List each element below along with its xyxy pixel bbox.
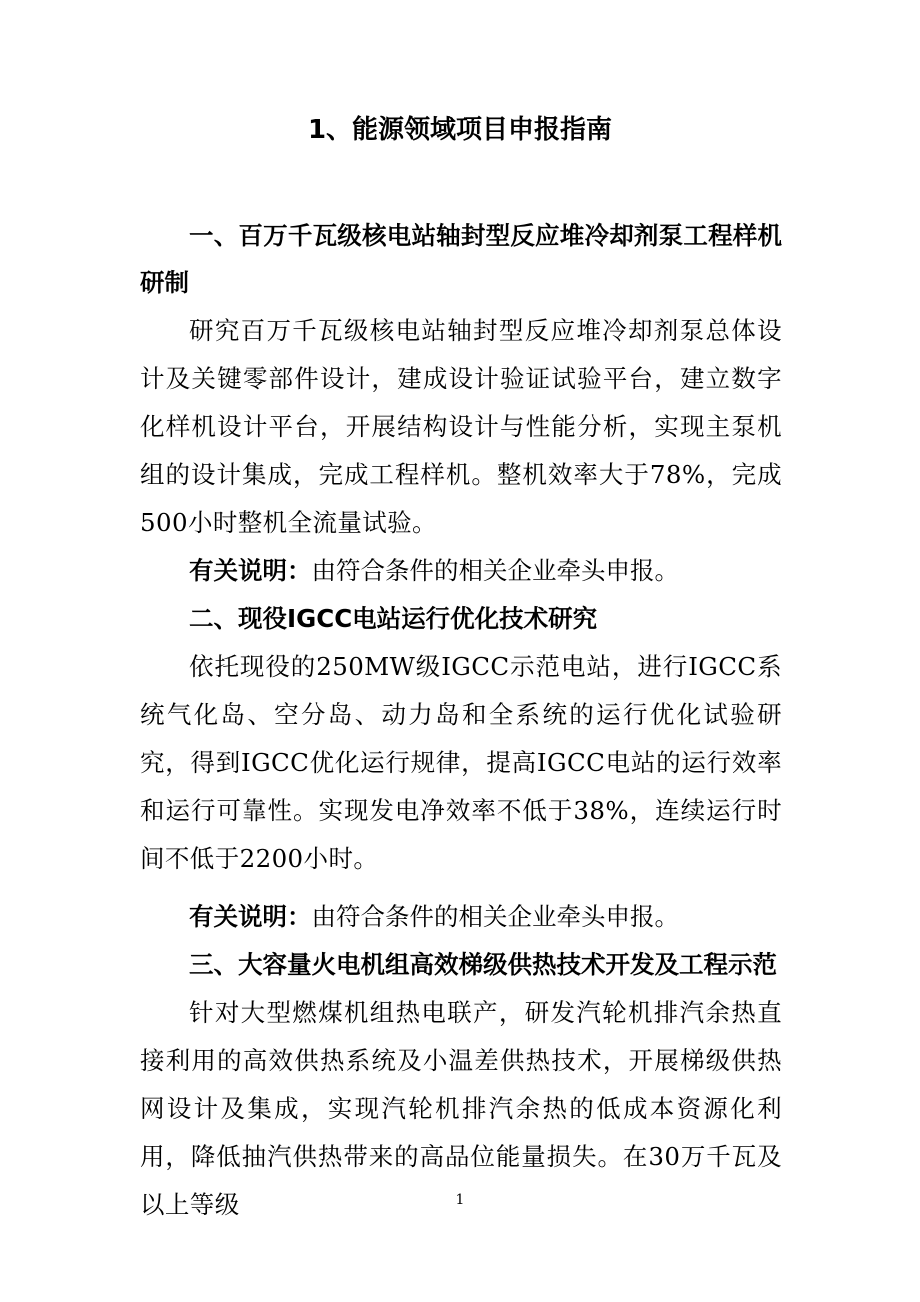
section-2-heading: 二、现役IGCC电站运行优化技术研究 [189, 604, 598, 633]
page-number: 1 [455, 1192, 465, 1208]
section-2-note-label: 有关说明： [189, 902, 312, 931]
section-1-note-text: 由符合条件的相关企业牵头申报。 [311, 556, 679, 585]
document-title: 1、能源领域项目申报指南 [307, 115, 613, 145]
section-3-body: 针对大型燃煤机组热电联产，研发汽轮机排汽余热直接利用的高效供热系统及小温差供热技术，开展梯级供热网设计及集成，实现汽轮机排汽余热的低成本资源化利用，降低抽汽供热带来的高品位能量损失。在30万千瓦及以上等级 [140, 998, 782, 1219]
section-1-heading: 一、百万千瓦级核电站轴封型反应堆冷却剂泵工程样机研制 [140, 221, 782, 297]
section-1-note-label: 有关说明： [189, 556, 312, 585]
section-1-body: 研究百万千瓦级核电站轴封型反应堆冷却剂泵总体设计及关键零部件设计，建成设计验证试验平台，建立数字化样机设计平台，开展结构设计与性能分析，实现主泵机组的设计集成，完成工程样机。整机效率大于78%，完成500小时整机全流量试验。 [140, 316, 782, 537]
section-1-note [140, 547, 782, 595]
section-2-note [140, 893, 782, 941]
section-3-heading: 三、大容量火电机组高效梯级供热技术开发及工程示范 [189, 950, 777, 979]
document-body [140, 212, 782, 1229]
section-2-body: 依托现役的250MW级IGCC示范电站，进行IGCC系统气化岛、空分岛、动力岛和全系统的运行优化试验研究，得到IGCC优化运行规律，提高IGCC电站的运行效率和运行可靠性。实现发电净效率不低于38%，连续运行时间不低于2200小时。 [140, 652, 782, 873]
section-2-note-text: 由符合条件的相关企业牵头申报。 [311, 902, 679, 931]
